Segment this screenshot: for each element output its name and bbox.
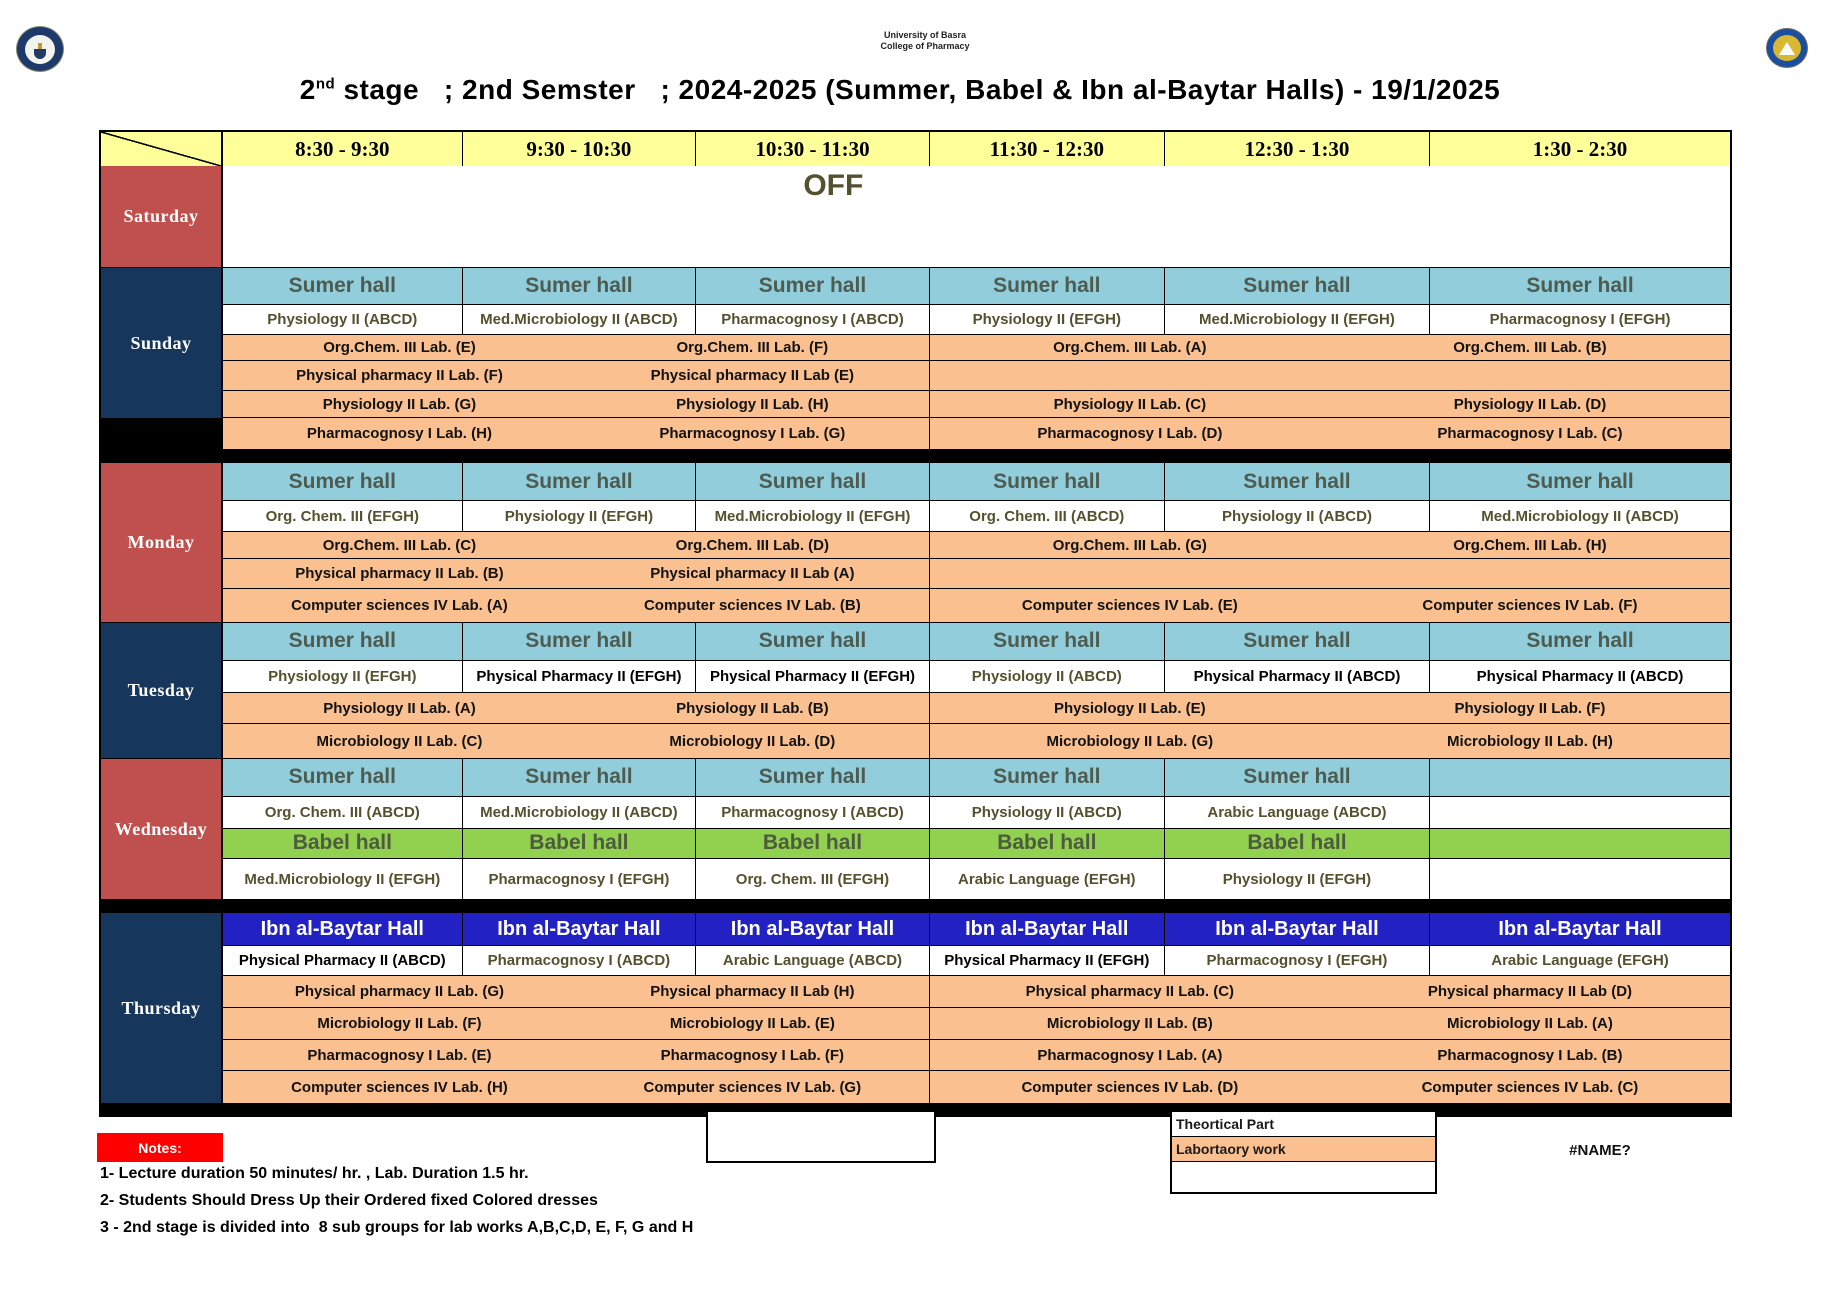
university-name: University of Basra xyxy=(883,30,967,40)
black-filler-cell xyxy=(101,418,221,449)
lab-cell: Physical pharmacy II Lab. (C) xyxy=(1025,983,1235,1000)
hall-cell: Babel hall xyxy=(1165,829,1430,859)
hall-cell: Sumer hall xyxy=(463,463,697,500)
lab-cell: Microbiology II Lab. (B) xyxy=(1046,1015,1213,1032)
lab-cell xyxy=(930,361,1330,390)
hall-cell: Sumer hall xyxy=(930,623,1165,660)
hall-cell: Sumer hall xyxy=(223,759,463,796)
lab-cell: Computer sciences IV Lab. (E) xyxy=(1021,597,1238,614)
lab-cell: Microbiology II Lab. (F) xyxy=(317,1015,482,1032)
note-line: 1- Lecture duration 50 minutes/ hr. , Lab. Duration 1.5 hr. xyxy=(100,1165,529,1182)
subject-cell: Arabic Language (EFGH) xyxy=(1430,946,1730,975)
hall-cell: Ibn al-Baytar Hall xyxy=(1430,913,1730,945)
lab-cell: Physical pharmacy II Lab. (F) xyxy=(296,367,503,384)
subject-cell: Arabic Language (ABCD) xyxy=(1165,797,1430,828)
subject-cell: Physiology II (ABCD) xyxy=(930,797,1165,828)
day-block-thursday xyxy=(101,913,1730,1103)
lab-row xyxy=(223,335,1730,361)
day-label: Tuesday xyxy=(101,623,221,758)
legend-theory-row: Theortical Part xyxy=(1172,1112,1435,1137)
page-title xyxy=(0,74,1800,106)
lab-cell: Physical pharmacy II Lab. (B) xyxy=(295,565,504,582)
lab-cell: Microbiology II Lab. (G) xyxy=(1046,732,1214,750)
lab-cell: Org.Chem. III Lab. (F) xyxy=(676,339,829,356)
lab-cell: Physiology II Lab. (F) xyxy=(1454,699,1606,717)
lab-cell: Org.Chem. III Lab. (C) xyxy=(322,536,477,554)
lab-row xyxy=(223,589,1730,622)
legend xyxy=(1170,1110,1437,1194)
hall-cell: Sumer hall xyxy=(1430,623,1730,660)
lab-cell: Physical pharmacy II Lab (H) xyxy=(650,983,855,1000)
lab-cell: Microbiology II Lab. (C) xyxy=(316,732,483,750)
subject-cell: Pharmacognosy I (ABCD) xyxy=(696,305,930,334)
hall-cell: Babel hall xyxy=(930,829,1165,859)
black-separator xyxy=(101,899,1730,913)
subject-cell: Physical Pharmacy II (ABCD) xyxy=(223,946,463,975)
day-label: Monday xyxy=(127,532,195,552)
hall-cell: Ibn al-Baytar Hall xyxy=(696,913,930,945)
title-stage-number: 2 xyxy=(299,74,316,105)
hall-cell: Babel hall xyxy=(696,829,930,859)
time-header-cell: 10:30 - 11:30 xyxy=(696,132,930,166)
lab-cell: Microbiology II Lab. (D) xyxy=(669,732,836,750)
lab-row xyxy=(223,532,1730,559)
day-label: Thursday xyxy=(101,913,221,1103)
off-label: OFF xyxy=(803,169,864,202)
lab-row xyxy=(223,418,1730,449)
day-block-saturday xyxy=(101,166,1730,268)
subject-cell: Physical Pharmacy II (EFGH) xyxy=(930,946,1165,975)
timetable xyxy=(99,130,1732,1117)
subject-cell: Med.Microbiology II (ABCD) xyxy=(463,305,697,334)
hall-cell: Ibn al-Baytar Hall xyxy=(1165,913,1430,945)
subject-cell: Org. Chem. III (EFGH) xyxy=(223,501,463,531)
hall-cell: Sumer hall xyxy=(223,623,463,660)
hall-cell: Sumer hall xyxy=(696,623,930,660)
note-line: 2- Students Should Dress Up their Ordered fixed Colored dresses xyxy=(100,1192,598,1209)
day-label: Saturday xyxy=(123,206,199,226)
subject-cell: Physiology II (ABCD) xyxy=(1165,501,1430,531)
lab-cell: Physical pharmacy II Lab. (G) xyxy=(294,983,505,1000)
lab-cell: Pharmacognosy I Lab. (D) xyxy=(1037,425,1223,442)
lab-cell xyxy=(1330,559,1730,588)
empty-cell-box xyxy=(706,1110,936,1163)
hall-cell: Sumer hall xyxy=(223,463,463,500)
legend-empty-row xyxy=(1172,1162,1435,1192)
subject-cell: Physical Pharmacy II (ABCD) xyxy=(1430,661,1730,693)
lab-cell: Pharmacognosy I Lab. (H) xyxy=(306,425,492,442)
hall-cell: Sumer hall xyxy=(1165,268,1430,304)
subject-cell: Med.Microbiology II (EFGH) xyxy=(1165,305,1430,334)
hall-cell: Sumer hall xyxy=(696,463,930,500)
lab-cell: Physical pharmacy II Lab (A) xyxy=(650,565,855,582)
lab-cell: Org.Chem. III Lab. (E) xyxy=(323,339,476,356)
name-error-text: #NAME? xyxy=(1569,1142,1631,1159)
lab-row xyxy=(223,361,1730,391)
hall-cell: Ibn al-Baytar Hall xyxy=(463,913,697,945)
title-rest: stage ; 2nd Semster ; 2024-2025 (Summer, Babel & Ibn al-Baytar Halls) - 19/1/2025 xyxy=(335,74,1501,105)
day-block-wednesday xyxy=(101,758,1730,899)
subject-cell: Physiology II (EFGH) xyxy=(463,501,697,531)
time-header-cell: 8:30 - 9:30 xyxy=(223,132,463,166)
lab-cell: Org.Chem. III Lab. (D) xyxy=(675,536,829,554)
hall-cell: Sumer hall xyxy=(463,268,697,304)
hall-cell xyxy=(1430,759,1730,796)
lab-cell: Org.Chem. III Lab. (H) xyxy=(1453,536,1607,554)
day-label: Wednesday xyxy=(114,818,208,839)
subject-cell: Physical Pharmacy II (ABCD) xyxy=(1165,661,1430,693)
lab-cell: Pharmacognosy I Lab. (G) xyxy=(659,425,846,442)
pharmacy-college-seal-icon xyxy=(1766,28,1808,68)
lab-cell: Physical pharmacy II Lab (D) xyxy=(1427,983,1633,1000)
lab-cell: Microbiology II Lab. (A) xyxy=(1447,1015,1613,1032)
subject-cell: Med.Microbiology II (EFGH) xyxy=(696,501,930,531)
note-line: 3 - 2nd stage is divided into 8 sub groups for lab works A,B,C,D, E, F, G and H xyxy=(100,1219,694,1236)
lab-row xyxy=(223,1071,1730,1103)
day-label: Sunday xyxy=(101,268,221,418)
lab-cell: Computer sciences IV Lab. (G) xyxy=(643,1078,862,1096)
lab-row xyxy=(223,559,1730,589)
subject-cell: Physiology II (ABCD) xyxy=(223,305,463,334)
subject-cell: Med.Microbiology II (ABCD) xyxy=(1430,501,1730,531)
subject-cell: Arabic Language (ABCD) xyxy=(696,946,930,975)
subject-cell xyxy=(1430,797,1730,828)
lab-cell: Computer sciences IV Lab. (D) xyxy=(1021,1078,1239,1096)
hall-cell: Ibn al-Baytar Hall xyxy=(223,913,463,945)
subject-cell: Pharmacognosy I (EFGH) xyxy=(1165,946,1430,975)
lab-cell: Computer sciences IV Lab. (F) xyxy=(1422,597,1638,614)
lab-cell: Physiology II Lab. (B) xyxy=(676,699,829,717)
lab-cell xyxy=(930,559,1330,588)
lab-cell: Microbiology II Lab. (H) xyxy=(1447,732,1613,750)
day-block-monday xyxy=(101,463,1730,622)
notes-header: Notes: xyxy=(97,1133,223,1162)
corner-diagonal-cell xyxy=(101,132,223,166)
lab-row xyxy=(223,693,1730,724)
lab-cell: Computer sciences IV Lab. (C) xyxy=(1421,1078,1639,1096)
lab-cell: Physiology II Lab. (D) xyxy=(1453,395,1607,413)
hall-cell: Sumer hall xyxy=(1165,463,1430,500)
lab-row xyxy=(223,391,1730,418)
lab-cell: Pharmacognosy I Lab. (B) xyxy=(1437,1046,1623,1064)
lab-cell: Microbiology II Lab. (E) xyxy=(669,1015,835,1032)
lab-cell: Pharmacognosy I Lab. (A) xyxy=(1037,1046,1223,1064)
subject-cell: Physiology II (ABCD) xyxy=(930,661,1165,693)
time-header-cell: 11:30 - 12:30 xyxy=(930,132,1165,166)
time-header-row xyxy=(101,132,1730,166)
subject-cell: Physical Pharmacy II (EFGH) xyxy=(463,661,697,693)
hall-cell: Sumer hall xyxy=(1165,759,1430,796)
college-name: College of Pharmacy xyxy=(880,41,970,51)
lab-row xyxy=(223,1008,1730,1040)
subject-cell: Physical Pharmacy II (EFGH) xyxy=(696,661,930,693)
hall-cell: Sumer hall xyxy=(696,268,930,304)
black-separator xyxy=(101,449,1730,463)
hall-cell: Sumer hall xyxy=(463,623,697,660)
subject-cell: Physiology II (EFGH) xyxy=(223,661,463,693)
lab-cell: Physiology II Lab. (E) xyxy=(1053,699,1206,717)
hall-cell xyxy=(1430,829,1730,859)
lab-cell: Org.Chem. III Lab. (B) xyxy=(1453,339,1607,356)
subject-cell: Pharmacognosy I (EFGH) xyxy=(1430,305,1730,334)
lab-row xyxy=(223,724,1730,758)
subject-cell: Med.Microbiology II (EFGH) xyxy=(223,859,463,899)
subject-cell: Pharmacognosy I (ABCD) xyxy=(463,946,697,975)
hall-cell: Sumer hall xyxy=(1430,463,1730,500)
legend-lab-row: Labortaory work xyxy=(1172,1137,1435,1162)
lab-row xyxy=(223,976,1730,1008)
subject-cell: Physiology II (EFGH) xyxy=(930,305,1165,334)
time-header-cell: 1:30 - 2:30 xyxy=(1430,132,1730,166)
lab-cell: Computer sciences IV Lab. (A) xyxy=(291,597,508,614)
subject-cell xyxy=(1430,859,1730,899)
hall-cell: Sumer hall xyxy=(930,759,1165,796)
hall-cell: Sumer hall xyxy=(1430,268,1730,304)
lab-cell: Org.Chem. III Lab. (A) xyxy=(1053,339,1207,356)
lab-cell: Physiology II Lab. (A) xyxy=(323,699,476,717)
time-header-cell: 12:30 - 1:30 xyxy=(1165,132,1430,166)
subject-cell: Med.Microbiology II (ABCD) xyxy=(463,797,697,828)
day-block-sunday xyxy=(101,268,1730,449)
lab-cell: Physiology II Lab. (G) xyxy=(322,395,477,413)
subject-cell: Org. Chem. III (ABCD) xyxy=(930,501,1165,531)
subject-cell: Physiology II (EFGH) xyxy=(1165,859,1430,899)
hall-cell: Babel hall xyxy=(223,829,463,859)
hall-cell: Sumer hall xyxy=(1165,623,1430,660)
subject-cell: Org. Chem. III (EFGH) xyxy=(696,859,930,899)
subject-cell: Arabic Language (EFGH) xyxy=(930,859,1165,899)
lab-cell: Pharmacognosy I Lab. (E) xyxy=(307,1046,492,1064)
time-header-cell: 9:30 - 10:30 xyxy=(463,132,697,166)
university-header xyxy=(765,30,1085,52)
subject-cell: Pharmacognosy I (ABCD) xyxy=(696,797,930,828)
hall-cell: Sumer hall xyxy=(930,463,1165,500)
lab-cell: Computer sciences IV Lab. (B) xyxy=(643,597,861,614)
day-block-tuesday xyxy=(101,622,1730,758)
lab-cell: Computer sciences IV Lab. (H) xyxy=(291,1078,508,1096)
lab-cell: Physiology II Lab. (H) xyxy=(676,395,829,413)
hall-cell: Babel hall xyxy=(463,829,697,859)
hall-cell: Sumer hall xyxy=(930,268,1165,304)
subject-cell: Pharmacognosy I (EFGH) xyxy=(463,859,697,899)
lab-cell xyxy=(1330,361,1730,390)
lab-cell: Pharmacognosy I Lab. (C) xyxy=(1437,425,1623,442)
title-stage-suffix: nd xyxy=(315,75,336,93)
hall-cell: Sumer hall xyxy=(223,268,463,304)
subject-cell: Org. Chem. III (ABCD) xyxy=(223,797,463,828)
university-of-basra-seal-icon xyxy=(16,26,64,72)
lab-row xyxy=(223,1040,1730,1071)
hall-cell: Sumer hall xyxy=(696,759,930,796)
lab-cell: Pharmacognosy I Lab. (F) xyxy=(660,1046,845,1064)
hall-cell: Sumer hall xyxy=(463,759,697,796)
lab-cell: Org.Chem. III Lab. (G) xyxy=(1052,536,1207,554)
hall-cell: Ibn al-Baytar Hall xyxy=(930,913,1165,945)
lab-cell: Physiology II Lab. (C) xyxy=(1053,395,1207,413)
lab-cell: Physical pharmacy II Lab (E) xyxy=(650,367,855,384)
